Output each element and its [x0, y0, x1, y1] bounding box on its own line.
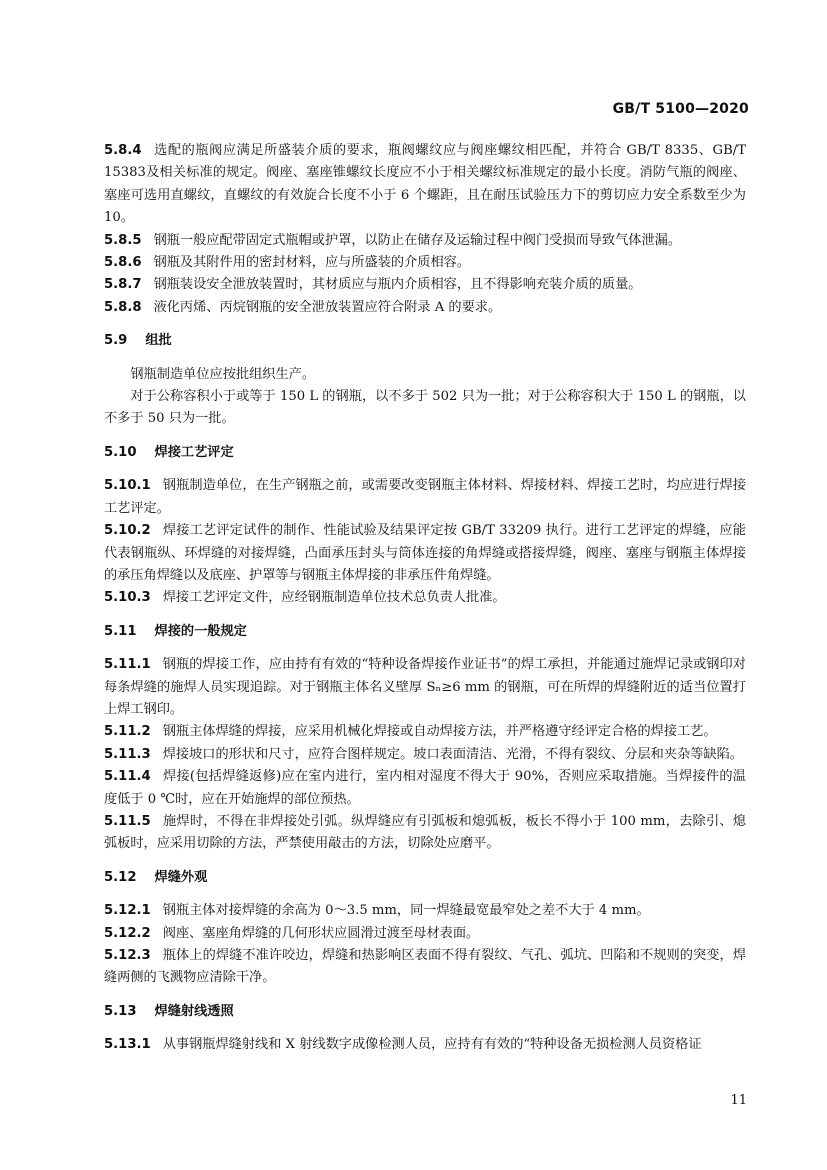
section-number: 5.12 [104, 869, 137, 885]
clause-text: 钢瓶主体对接焊缝的余高为 0～3.5 mm，同一焊缝最宽最窄处之差不大于 4 mm。 [162, 903, 650, 919]
section-heading-5-9 [104, 330, 746, 352]
section-title: 焊缝射线透照 [154, 1003, 234, 1019]
clause-5-8-6 [104, 252, 746, 274]
clause-5-11-1 [104, 654, 746, 721]
section-title: 组批 [145, 333, 172, 349]
clause-text: 焊接(包括焊缝返修)应在室内进行，室内相对湿度不得大于 90%，否则应采取措施。当焊接件的温度低于 0 ℃时，应在开始施焊的部位预热。 [104, 769, 746, 807]
section-heading-5-10 [104, 442, 746, 464]
section-title: 焊接的一般规定 [154, 623, 247, 639]
clause-text: 钢瓶及其附件用的密封材料，应与所盛装的介质相容。 [153, 255, 471, 271]
section-number: 5.10 [104, 444, 137, 460]
section-heading-5-13 [104, 1001, 746, 1023]
clause-5-11-5 [104, 811, 746, 856]
clause-5-12-2 [104, 923, 746, 945]
clause-text: 焊接工艺评定试件的制作、性能试验及结果评定按 GB/T 33209 执行。进行工艺评定的焊缝，应能代表钢瓶纵、环焊缝的对接焊缝，凸面承压封头与筒体连接的角焊缝或搭接焊缝，阀座、塞座与钢瓶主体焊接的承压角焊缝以及底座、护罩等与钢瓶主体焊接的非承压件角焊缝。 [104, 523, 746, 583]
clause-text: 钢瓶主体焊缝的焊接，应采用机械化焊接或自动焊接方法，并严格遵守经评定合格的焊接工艺。 [162, 724, 717, 740]
clause-5-11-4 [104, 766, 746, 811]
clause-number: 5.11.5 [104, 813, 151, 829]
clause-text: 瓶体上的焊缝不准许咬边，焊缝和热影响区表面不得有裂纹、气孔、弧坑、凹陷和不规则的突变，焊缝两侧的飞溅物应清除干净。 [104, 948, 746, 986]
clause-number: 5.11.4 [104, 769, 151, 785]
document-body [104, 140, 746, 1057]
clause-5-11-3 [104, 744, 746, 766]
clause-number: 5.10.2 [104, 523, 151, 539]
section-title: 焊接工艺评定 [154, 444, 234, 460]
clause-number: 5.11.3 [104, 746, 151, 762]
standard-code: GB/T 5100—2020 [612, 101, 749, 117]
clause-text: 钢瓶一般应配带固定式瓶帽或护罩，以防止在储存及运输过程中阀门受损而导致气体泄漏。 [153, 232, 682, 248]
clause-5-8-7 [104, 274, 746, 296]
clause-number: 5.11.1 [104, 657, 151, 673]
clause-text: 阀座、塞座角焊缝的几何形状应圆滑过渡至母材表面。 [162, 925, 480, 941]
clause-text: 选配的瓶阀应满足所盛装介质的要求，瓶阀螺纹应与阀座螺纹相匹配，并符合 GB/T 8335、GB/T 15383及相关标准的规定。阀座、塞座锥螺纹长度应不小于相关螺纹标准规定的最小长度。消防气瓶的阀座、塞座可选用直螺纹，直螺纹的有效旋合长度不小于 6 个螺距，且在耐压试验压力下的剪切应力安全系数至少为 10。 [104, 143, 746, 226]
clause-number: 5.10.3 [104, 590, 151, 606]
clause-5-8-8 [104, 297, 746, 319]
section-number: 5.11 [104, 623, 137, 639]
clause-5-10-2 [104, 520, 746, 587]
clause-text: 从事钢瓶焊缝射线和 X 射线数字成像检测人员，应持有有效的“特种设备无损检测人员资格证 [162, 1037, 702, 1053]
page-number: 11 [730, 1093, 747, 1108]
clause-5-8-5 [104, 230, 746, 252]
clause-5-12-1 [104, 900, 746, 922]
section-number: 5.9 [104, 333, 128, 349]
section-heading-5-11 [104, 621, 746, 643]
clause-text: 钢瓶的焊接工作，应由持有有效的“特种设备焊接作业证书”的焊工承担，并能通过施焊记录或钢印对每条焊缝的施焊人员实现追踪。对于钢瓶主体名义壁厚 Sₙ≥6 mm 的钢瓶，可在所焊的焊缝附近的适当位置打上焊工钢印。 [104, 657, 746, 717]
clause-text: 施焊时，不得在非焊接处引弧。纵焊缝应有引弧板和熄弧板，板长不得小于 100 mm，去除引、熄弧板时，应采用切除的方法，严禁使用敲击的方法，切除处应磨平。 [104, 813, 746, 852]
clause-number: 5.8.7 [104, 277, 142, 293]
clause-number: 5.8.8 [104, 299, 142, 315]
clause-number: 5.12.3 [104, 948, 151, 963]
paragraph: 钢瓶制造单位应按批组织生产。 [130, 366, 316, 382]
clause-number: 5.8.5 [104, 232, 142, 248]
clause-number: 5.11.2 [104, 724, 151, 740]
clause-number: 5.8.6 [104, 255, 142, 271]
clause-5-12-3 [104, 945, 746, 990]
clause-number: 5.12.2 [104, 925, 151, 941]
clause-5-10-3 [104, 587, 746, 609]
clause-text: 钢瓶制造单位，在生产钢瓶之前，或需要改变钢瓶主体材料、焊接材料、焊接工艺时，均应进行焊接工艺评定。 [104, 478, 746, 516]
paragraph: 对于公称容积小于或等于 150 L 的钢瓶，以不多于 502 只为一批；对于公称容积大于 150 L 的钢瓶，以不多于 50 只为一批。 [104, 389, 746, 427]
clause-number: 5.13.1 [104, 1037, 151, 1053]
clause-number: 5.10.1 [104, 478, 151, 494]
clause-text: 焊接工艺评定文件，应经钢瓶制造单位技术总负责人批准。 [162, 590, 506, 606]
clause-number: 5.12.1 [104, 903, 151, 919]
clause-5-10-1 [104, 475, 746, 520]
section-title: 焊缝外观 [154, 869, 208, 885]
clause-number: 5.8.4 [104, 143, 142, 158]
clause-text: 焊接坡口的形状和尺寸，应符合图样规定。坡口表面清洁、光滑，不得有裂纹、分层和夹杂等缺陷。 [162, 746, 743, 762]
clause-text: 钢瓶装设安全泄放装置时，其材质应与瓶内介质相容，且不得影响充装介质的质量。 [153, 277, 642, 293]
clause-text: 液化丙烯、丙烷钢瓶的安全泄放装置应符合附录 A 的要求。 [153, 299, 502, 315]
clause-5-8-4 [104, 140, 746, 230]
section-heading-5-12 [104, 867, 746, 889]
section-number: 5.13 [104, 1003, 137, 1019]
clause-5-11-2 [104, 721, 746, 743]
clause-5-13-1 [104, 1034, 746, 1056]
